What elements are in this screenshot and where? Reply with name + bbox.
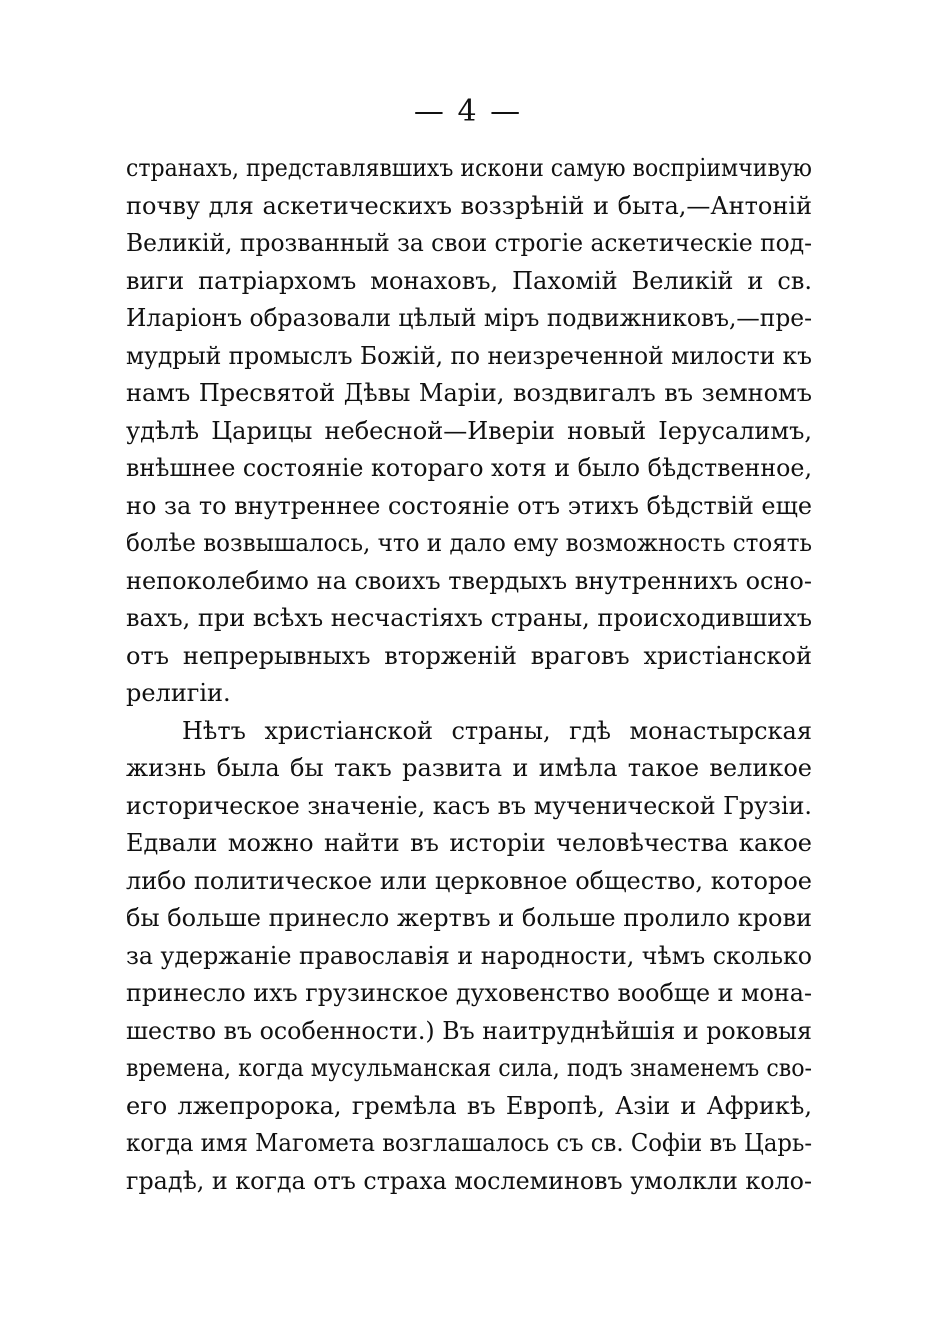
text-line: болѣе возвышалось, что и дало ему возможность стоять (126, 529, 813, 557)
text-line: Великій, прозванный за свои строгіе аскетическіе под- (126, 229, 813, 257)
text-line: Нѣтъ христіанской страны, гдѣ монастырская (182, 716, 812, 745)
text-line: намъ Пресвятой Дѣвы Маріи, воздвигалъ въ земномъ (126, 379, 812, 407)
text-line: жизнь была бы такъ развита и имѣла такое великое (126, 754, 812, 782)
text-line: почву для аскетическихъ воззрѣній и быта,—Антоній (126, 191, 812, 220)
text-line: за удержаніе православія и народности, чѣмъ сколько (126, 941, 813, 970)
text-line: непоколебимо на своихъ твердыхъ внутреннихъ осно- (126, 566, 812, 595)
text-line: Иларіонъ образовали цѣлый міръ подвижниковъ,—пре- (126, 304, 813, 332)
text-line: бы больше принесло жертвъ и больше пролило крови (126, 904, 812, 932)
text-line: виги патріархомъ монаховъ, Пахомій Великій и св. (126, 266, 812, 295)
text-line: но за то внутреннее состояніе отъ этихъ бѣдствій еще (126, 491, 812, 520)
text-line: странахъ, представлявшихъ искони самую воспріимчивую (126, 154, 812, 182)
text-line: Едвали можно найти въ исторіи человѣчества какое (126, 829, 812, 857)
page-number: — 4 — (413, 94, 523, 129)
body-text (126, 150, 812, 1200)
text-line: когда имя Магомета возглашалось съ св. Софіи въ Царь- (126, 1129, 813, 1157)
text-line: историческое значеніе, касъ въ мученической Грузіи. (126, 791, 812, 820)
text-line: внѣшнее состояніе котораго хотя и было бѣдственное, (126, 454, 812, 482)
text-line: мудрый промыслъ Божій, по неизреченной милости къ (126, 341, 812, 370)
text-line: отъ непрерывныхъ вторженій враговъ христіанской (126, 641, 812, 670)
text-line: либо политическое или церковное общество, которое (126, 866, 812, 895)
text-line: вахъ, при всѣхъ несчастіяхъ страны, происходившихъ (126, 604, 812, 632)
text-line: его лжепророка, гремѣла въ Европѣ, Азіи и Африкѣ, (126, 1091, 812, 1120)
text-line: времена, когда мусульманская сила, подъ знаменемъ сво- (126, 1054, 813, 1082)
text-line: градѣ, и когда отъ страха мослеминовъ умолкли коло- (126, 1166, 813, 1195)
text-line: шество въ особенности.) Въ наитруднѣйшія и роковыя (126, 1016, 812, 1045)
text-line: удѣлѣ Царицы небесной—Иверіи новый Іерусалимъ, (126, 416, 812, 445)
text-line: принесло ихъ грузинское духовенство вообще и мона- (126, 979, 813, 1007)
text-line: религіи. (126, 679, 231, 707)
